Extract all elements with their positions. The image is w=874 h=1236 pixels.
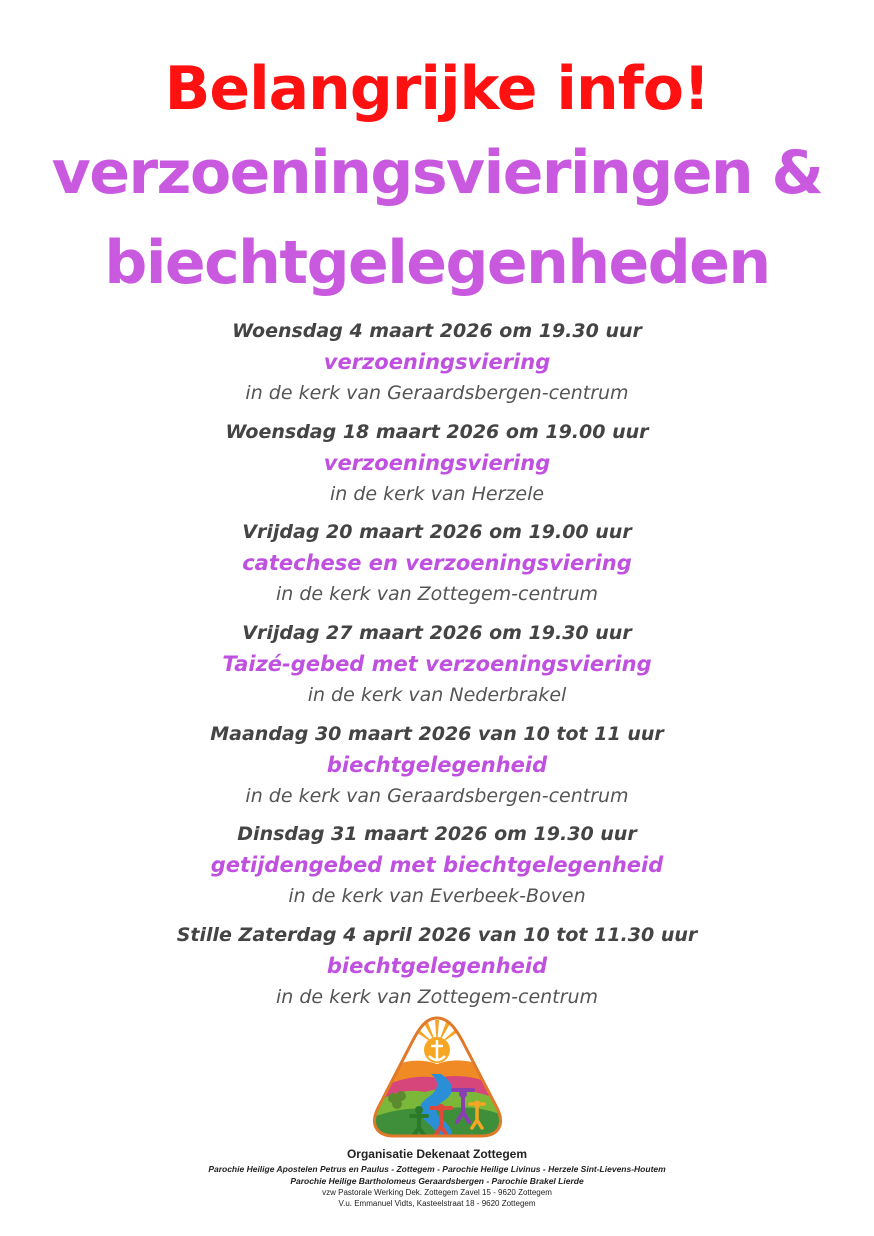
dekenaat-logo-icon	[365, 1012, 510, 1140]
event-type: getijdengebed met biechtgelegenheid	[210, 853, 664, 878]
event-item	[0, 819, 874, 920]
event-type: catechese en verzoeningsviering	[242, 551, 632, 576]
heading-reconciliation: verzoeningsvieringen &	[51, 138, 823, 208]
event-type: biechtgelegenheid	[326, 954, 548, 979]
event-location: in de kerk van Everbeek-Boven	[288, 885, 586, 908]
event-location: in de kerk van Geraardsbergen-centrum	[245, 784, 629, 807]
event-item	[0, 618, 874, 719]
event-item	[0, 417, 874, 518]
event-date: Vrijdag 27 maart 2026 om 19.30 uur	[242, 622, 632, 645]
event-location: in de kerk van Geraardsbergen-centrum	[245, 382, 629, 404]
footer-parishes-line1: Parochie Heilige Apostelen Petrus en Paulus - Zottegem - Parochie Heilige Livinus - Herzele Sint-Lievens-Houtem	[208, 1164, 666, 1174]
footer-vzw: vzw Pastorale Werking Dek. Zottegem Zavel 15 - 9620 Zottegem	[322, 1188, 552, 1197]
event-type: biechtgelegenheid	[326, 752, 548, 777]
event-type: verzoeningsviering	[323, 450, 551, 475]
footer-parishes-line2: Parochie Heilige Bartholomeus Geraardsbergen - Parochie Brakel Lierde	[290, 1176, 584, 1186]
event-list	[0, 316, 874, 1021]
event-type: Taizé-gebed met verzoeningsviering	[222, 652, 652, 677]
event-date: Maandag 30 maart 2026 van 10 tot 11 uur	[210, 722, 664, 745]
event-date: Dinsdag 31 maart 2026 om 19.30 uur	[237, 823, 637, 846]
footer-vu: V.u. Emmanuel Vidts, Kasteelstraat 18 - 9620 Zottegem	[338, 1199, 536, 1208]
event-item	[0, 920, 874, 1021]
footer-organisation: Organisatie Dekenaat Zottegem	[346, 1147, 528, 1161]
event-item	[0, 517, 874, 618]
event-date: Vrijdag 20 maart 2026 om 19.00 uur	[242, 521, 632, 544]
event-location: in de kerk van Zottegem-centrum	[276, 986, 598, 1009]
event-date: Woensdag 18 maart 2026 om 19.00 uur	[225, 420, 649, 443]
event-location: in de kerk van Herzele	[329, 482, 545, 505]
event-date: Woensdag 4 maart 2026 om 19.30 uur	[232, 320, 642, 342]
event-location: in de kerk van Nederbrakel	[307, 684, 567, 707]
event-item	[0, 316, 874, 417]
event-type: verzoeningsviering	[323, 350, 551, 374]
footer	[0, 1146, 874, 1209]
event-item	[0, 719, 874, 820]
event-location: in de kerk van Zottegem-centrum	[276, 583, 598, 606]
heading-confession: biechtgelegenheden	[104, 228, 770, 298]
heading-important-info: Belangrijke info!	[164, 54, 710, 124]
event-date: Stille Zaterdag 4 april 2026 van 10 tot 11.30 uur	[176, 924, 698, 947]
